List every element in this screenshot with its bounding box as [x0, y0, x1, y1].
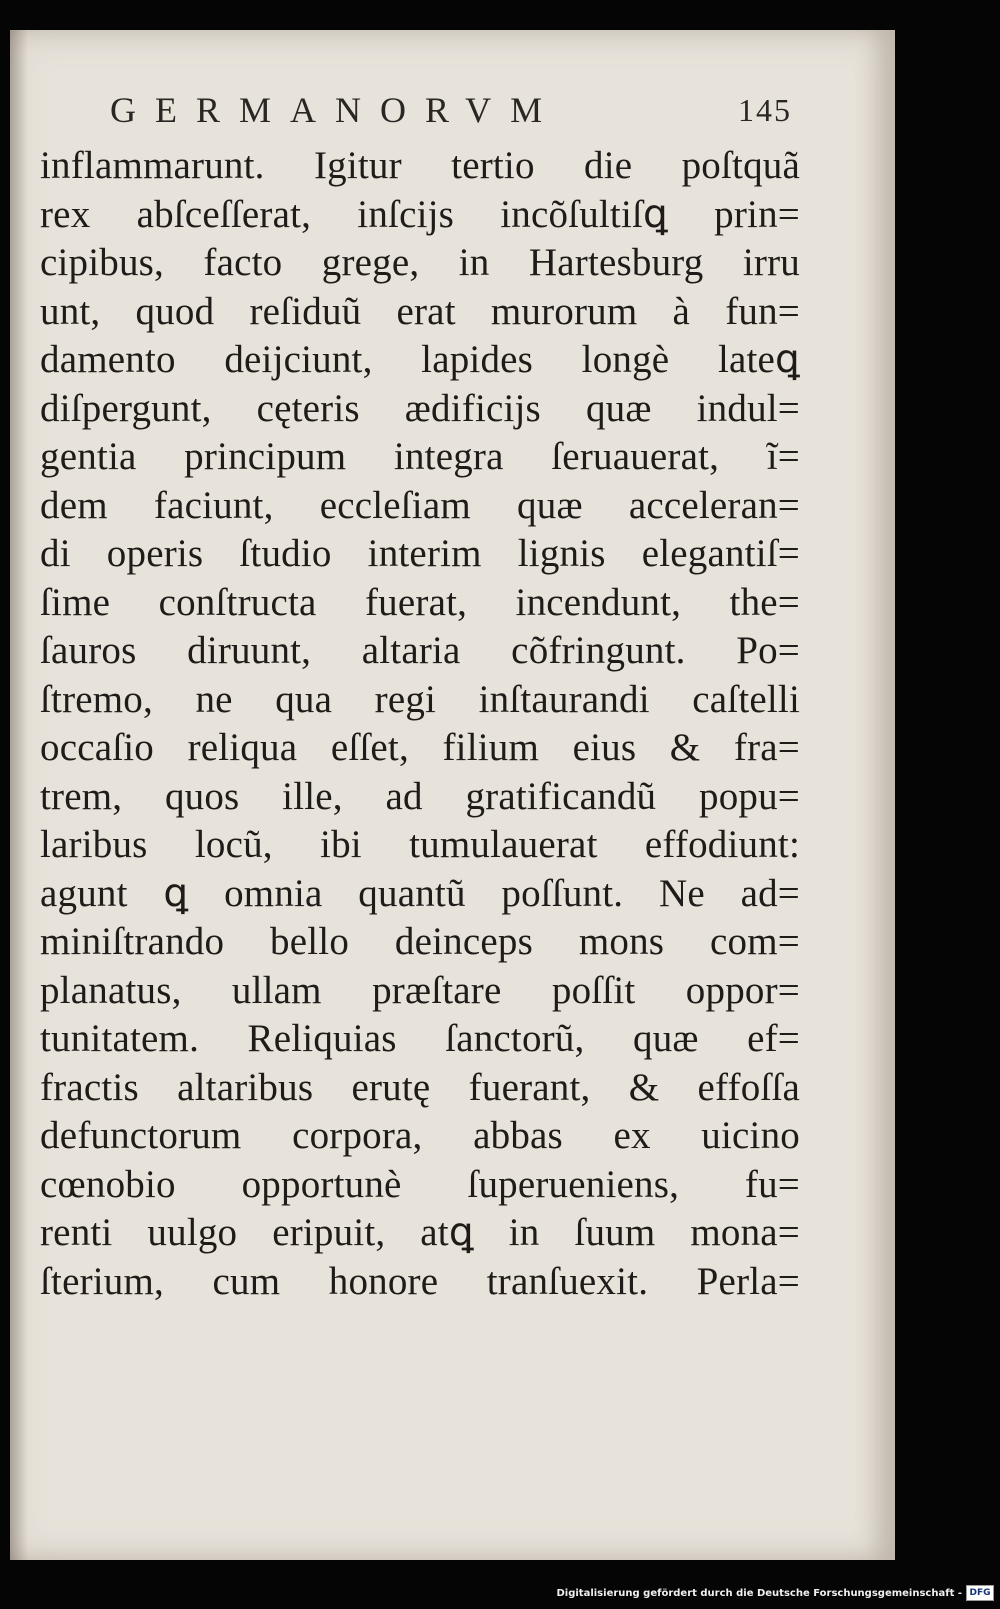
text-line: ſterium, cum honore tranſuexit. Perla= [40, 1259, 800, 1303]
text-line: inflammarunt. Igitur tertio die poſtquã [40, 144, 800, 187]
text-line: defunctorum corpora, abbas ex uicino [40, 1114, 800, 1157]
text-line: tunitatem. Reliquias ſanctorũ, quæ ef= [40, 1017, 800, 1060]
text-line: cipibus, facto grege, in Hartesburg irru [40, 241, 800, 284]
text-line: cœnobio opportunè ſuperueniens, fu= [40, 1162, 800, 1206]
text-line: trem, quos ille, ad gratificandũ popu= [40, 774, 800, 818]
text-line: ſime conſtructa fuerat, incendunt, the= [40, 580, 800, 624]
text-line: unt, quod reſiduũ erat murorum à fun= [40, 289, 800, 333]
body-text [40, 142, 800, 1306]
text-line: occaſio reliqua eſſet, filium eius & fra= [40, 726, 800, 769]
text-line: gentia principum integra ſeruauerat, ĩ= [40, 435, 800, 478]
text-line: diſpergunt, cęteris ædificijs quæ indul= [40, 386, 800, 430]
book-page [10, 30, 895, 1560]
text-line: laribus locũ, ibi tumulauerat effodiunt: [40, 823, 800, 866]
text-line: fractis altaribus erutę fuerant, & effoſſa [40, 1065, 800, 1109]
text-line: ſtremo, ne qua regi inſtaurandi caſtelli [40, 677, 800, 721]
funding-credit: Digitalisierung gefördert durch die Deutsche Forschungsgemeinschaft - [556, 1588, 962, 1599]
text-line: agunt ꝗ omnia quantũ poſſunt. Ne ad= [40, 871, 800, 915]
page-number: 145 [738, 92, 792, 128]
text-line: damento deijciunt, lapides longè lateꝗ [40, 338, 800, 381]
running-head [110, 80, 790, 140]
text-line: rex abſceſſerat, inſcijs incõſultiſꝗ prin= [40, 192, 800, 236]
running-title: GERMANORVM [110, 90, 562, 130]
text-line: miniſtrando bello deinceps mons com= [40, 920, 800, 963]
text-line: renti uulgo eripuit, atꝗ in ſuum mona= [40, 1211, 800, 1254]
text-line: di operis ſtudio interim lignis elegantiſ= [40, 532, 800, 575]
footer-bar [0, 1573, 1000, 1609]
dfg-logo: DFG [966, 1585, 994, 1601]
text-line: dem faciunt, eccleſiam quæ acceleran= [40, 483, 800, 527]
text-line: ſauros diruunt, altaria cõfringunt. Po= [40, 629, 800, 672]
text-line: planatus, ullam præſtare poſſit oppor= [40, 968, 800, 1012]
